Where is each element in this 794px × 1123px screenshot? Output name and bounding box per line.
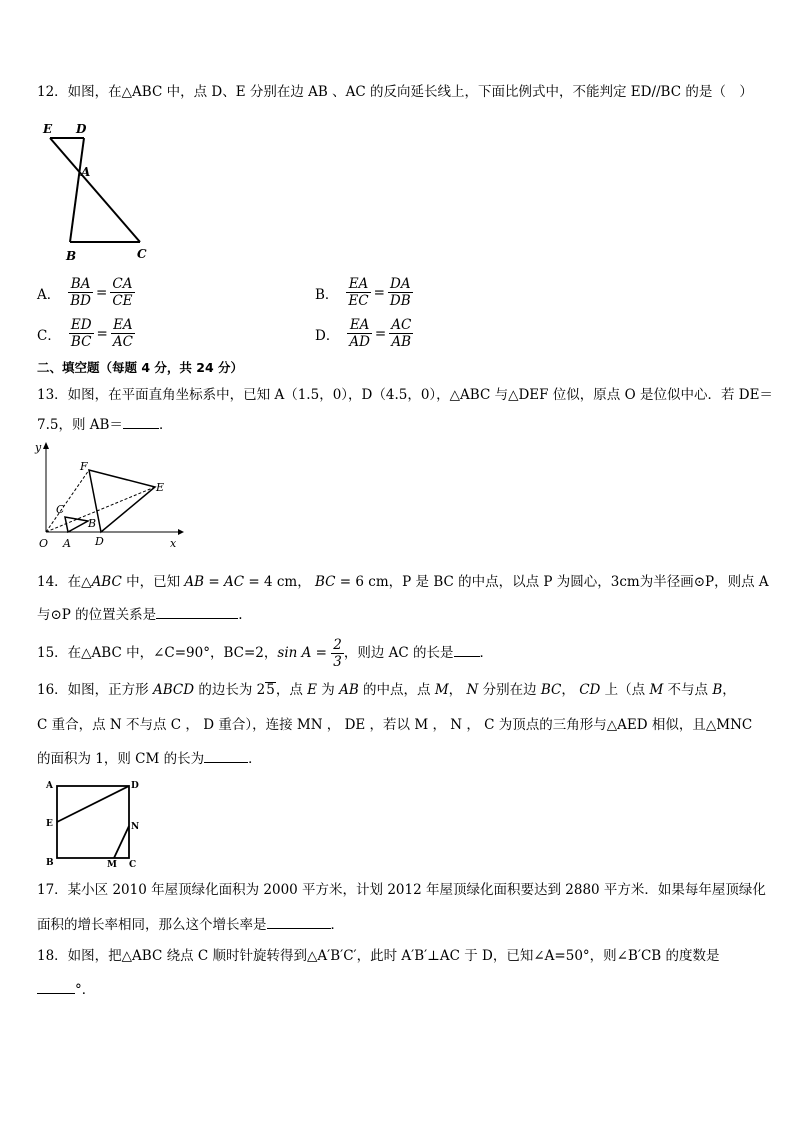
q12-figure — [38, 118, 158, 268]
q16-label-D: D — [131, 781, 139, 791]
q13-label-F: F — [80, 460, 88, 473]
q16-label-M: M — [107, 860, 117, 868]
q14-line1: 14．在△ABC 中，已知 AB = AC = 4 cm， BC = 6 cm，P 是 BC 的中点，以点 P 为圆心，3cm为半径画⊙P，则点 A — [37, 574, 769, 590]
q16-label-N: N — [131, 822, 140, 832]
q15-answer-blank — [454, 642, 480, 657]
q13-label-C: C — [56, 503, 65, 516]
q12-label-E: E — [43, 122, 53, 136]
q12-option-b: B． $\frac{EA}{EC}$ = $\frac{DA}{DB}$ — [315, 276, 411, 309]
q12-label-A: A — [81, 165, 91, 179]
q16-line2: C 重合，点 N 不与点 C ， D 重合），连接 MN ， DE ，若以 M ， N ， C 为顶点的三角形与△AED 相似，且△MNC — [37, 717, 753, 733]
q13-line2: 7.5，则 AB＝ ． — [37, 414, 172, 435]
q18-answer-blank — [37, 979, 75, 994]
q16-label-E: E — [46, 819, 53, 829]
q16-answer-blank — [204, 748, 248, 763]
q12-label-D: D — [76, 122, 87, 136]
q13-label-A: A — [63, 537, 71, 550]
q17-line2: 面积的增长率相同，那么这个增长率是 ． — [37, 914, 344, 935]
q16-line3: 的面积为 1，则 CM 的长为 ． — [37, 748, 262, 769]
q18-line2: °． — [37, 979, 95, 1000]
q13-label-x: x — [170, 537, 177, 550]
q13-label-D: D — [95, 535, 104, 548]
q17-answer-blank — [267, 914, 331, 929]
q18-line1: 18．如图，把△ABC 绕点 C 顺时针旋转得到△A′B′C′，此时 A′B′⊥AC 于 D，已知∠A=50°，则∠B′CB 的度数是 — [37, 948, 720, 964]
q12-option-a: A． $\frac{BA}{BD}$ = $\frac{CA}{CE}$ — [37, 276, 133, 309]
q15-line: 15．在△ABC 中，∠C=90°，BC=2，sin A = $\frac{2}{3}$ ，则边 AC 的长是 ． — [37, 637, 494, 670]
q17-line1: 17．某小区 2010 年屋顶绿化面积为 2000 平方米，计划 2012 年屋顶绿化面积要达到 2880 平方米．如果每年屋顶绿化 — [37, 882, 766, 898]
q16-label-C: C — [129, 860, 137, 868]
q12-label-C: C — [137, 247, 147, 261]
q13-label-y: y — [35, 441, 42, 454]
q14-line2: 与⊙P 的位置关系是 . — [37, 604, 242, 625]
q16-label-A: A — [46, 781, 53, 791]
q13-line1: 13．如图，在平面直角坐标系中，已知 A（1.5，0），D（4.5，0），△ABC 与△DEF 位似，原点 O 是位似中心．若 DE＝ — [37, 387, 773, 403]
q12-option-c: C． $\frac{ED}{BC}$ = $\frac{EA}{AC}$ — [37, 317, 133, 350]
q13-label-B: B — [88, 517, 97, 530]
q12-stem: 12．如图，在△ABC 中，点 D、E 分别在边 AB 、AC 的反向延长线上，下面比例式中，不能判定 ED//BC 的是（ ） — [37, 84, 753, 100]
q13-label-E: E — [156, 481, 165, 494]
q16-label-B: B — [46, 858, 54, 868]
q14-answer-blank — [156, 604, 238, 619]
q13-figure — [30, 437, 190, 559]
q16-line1: 16．如图，正方形 ABCD 的边长为 25，点 E 为 AB 的中点，点 M， N 分别在边 BC， CD 上（点 M 不与点 B， — [37, 682, 736, 698]
section-fill-in-title: 二、填空题（每题 4 分，共 24 分） — [37, 360, 244, 375]
q13-answer-blank — [123, 414, 159, 429]
q12-option-d: D． $\frac{EA}{AD}$ = $\frac{AC}{AB}$ — [315, 317, 412, 350]
q13-label-O: O — [39, 537, 49, 550]
q16-figure — [40, 776, 150, 868]
q12-label-B: B — [66, 249, 77, 263]
